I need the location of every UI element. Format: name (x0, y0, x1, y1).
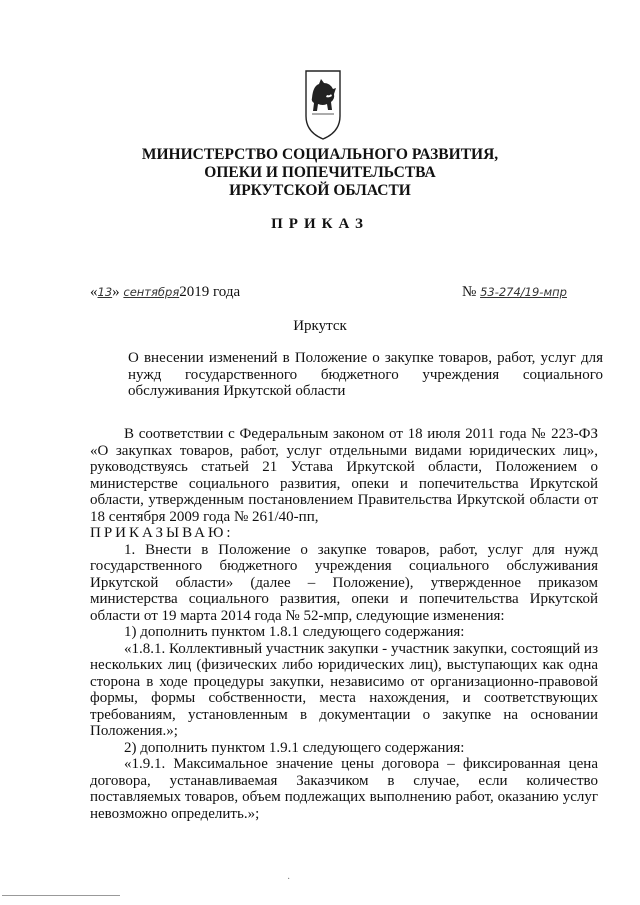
preamble-paragraph: В соответствии с Федеральным законом от 18 июля 2011 года № 223-ФЗ «О закупках товаров, работ, услуг отдельными видами юридических лиц», руководствуясь статьей 21 Устава Иркутской области, Положением о министерстве социального развития, опеки и попечительства Иркутской области, утвержденным постановлением Правительства Иркутской области от 18 сентября 2009 года № 261/40-пп, (90, 426, 598, 525)
footer-mark: · (287, 874, 291, 885)
city-name: Иркутск (293, 318, 347, 334)
clause-1-9-1-paragraph: «1.9.1. Максимальное значение цены договора – фиксированная цена договора, устанавливаемая Заказчиком в случае, если количество поставляемых товаров, объем подлежащих выполнению работ, оказанию услуг невозможно определить.»; (90, 756, 598, 822)
order-date (90, 284, 240, 301)
item-1-paragraph: 1. Внести в Положение о закупке товаров, работ, услуг для нужд государственного бюджетного учреждения социального обслуживания Иркутской области» (далее – Положение), утвержденное приказом министерства социального развития, опеки и попечительства Иркутской области от 19 марта 2014 года № 52-мпр, следующие изменения: (90, 541, 598, 624)
coat-of-arms-emblem (303, 68, 343, 142)
order-subject: О внесении изменений в Положение о закупке товаров, работ, услуг для нужд государственного бюджетного учреждения социального обслуживания Иркутской области (128, 350, 603, 399)
order-body (90, 426, 598, 822)
order-keyword: ПРИКАЗЫВАЮ: (90, 525, 234, 541)
document-type: ПРИКАЗ (271, 216, 369, 232)
ministry-title-line3: ИРКУТСКОЙ ОБЛАСТИ (229, 182, 411, 199)
number-handwritten: 53-274/19-мпр (480, 285, 567, 299)
number-prefix: № (462, 284, 477, 300)
ministry-title (0, 146, 640, 200)
ministry-title-line2: ОПЕКИ И ПОПЕЧИТЕЛЬСТВА (204, 164, 436, 181)
subitem-1-paragraph: 1) дополнить пунктом 1.8.1 следующего содержания: (124, 624, 465, 640)
clause-1-8-1-paragraph: «1.8.1. Коллективный участник закупки - участник закупки, состоящий из нескольких лиц (физических либо юридических лиц), выступающих как одна сторона в ходе процедуры закупки, независимо от организационно-правовой формы, формы собственности, места нахождения, и соответствующих требованиям, установленным в документации о закупке на основании Положения.»; (90, 640, 598, 739)
subitem-2-paragraph: 2) дополнить пунктом 1.9.1 следующего содержания: (124, 739, 465, 756)
date-day-handwritten: 13 (97, 285, 113, 299)
date-open-quote: « (90, 284, 98, 300)
footer-divider (2, 895, 120, 896)
date-close-quote: » (112, 284, 120, 300)
date-month-handwritten: сентября (123, 285, 180, 299)
date-year: 2019 года (179, 284, 241, 300)
ministry-title-line1: МИНИСТЕРСТВО СОЦИАЛЬНОГО РАЗВИТИЯ, (141, 146, 499, 163)
order-number (462, 284, 567, 301)
